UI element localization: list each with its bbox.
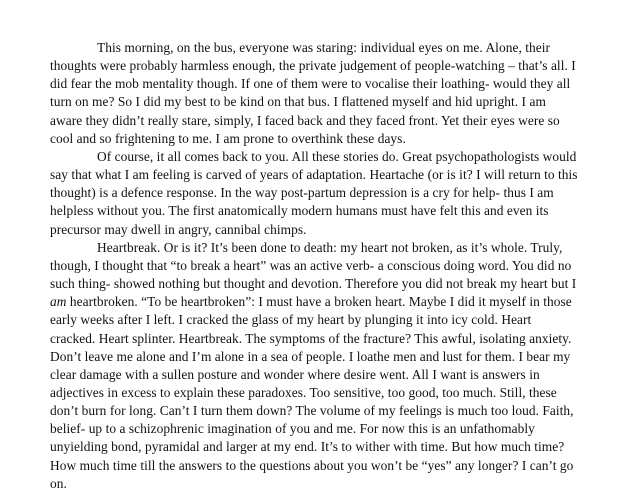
paragraph-bus-morning [50,39,578,148]
paragraph-text-continued: heartbroken. “To be heartbroken”: I must have a broken heart. Maybe I did it myself in those early weeks after I left. I cracked the glass of my heart by plunging it into icy cold. Heart cracked. Heart splinter. Heartbreak. The symptoms of the fracture? This awful, isolating anxiety. Don’t leave me alone and I’m alone in a sea of people. I loathe men and lust for them. I bear my clear damage with a sullen posture and wonder where desire went. All I want is answers in adjectives in excess to explain these paradoxes. Too sensitive, too good, too much. Still, these don’t burn for long. Can’t I turn them down? The volume of my feelings is much too loud. Faith, belief- up to a schizophrenic imagination of you and me. For now this is an unfathomably unyielding bond, pyramidal and larger at my end. It’s to wither with time. But how much time? How much time till the answers to the questions about you won’t be “yes” any longer? I can’t go on. [50,294,574,491]
italic-emphasis: am [50,294,67,310]
paragraph-text: Of course, it all comes back to you. All these stories do. Great psychopathologists would say that what I am feeling is carved of years of adaptation. Heartache (or is it? I will return to this thought) is a defence response. In the way post-partum depression is a cry for help- thus I am helpless without you. The first anatomically modern humans must have felt this and even its precursor may dwell in angry, cannibal chimps. [50,148,578,237]
paragraph-heartbreak [50,239,578,493]
paragraph-text: This morning, on the bus, everyone was staring: individual eyes on me. Alone, their thoughts were probably harmless enough, the private judgement of people-watching – that’s all. I did fear the mob mentality though. If one of them were to vocalise their loathing- would they all turn on me? So I did my best to be kind on that bus. I flattened myself and hid upright. I am aware they didn’t really stare, simply, I faced back and they faced front. Yet their eyes were so cool and so frightening to me. I am prone to overthink these days. [50,40,576,146]
paragraph-text: Heartbreak. Or is it? It’s been done to death: my heart not broken, as it’s whole. Truly, though, I thought that “to break a heart” was an active verb- a conscious doing word. You did no such thing- showed nothing but thought and devotion. Therefore you did not break my heart but I [50,239,577,292]
paragraph-of-course [50,148,578,239]
